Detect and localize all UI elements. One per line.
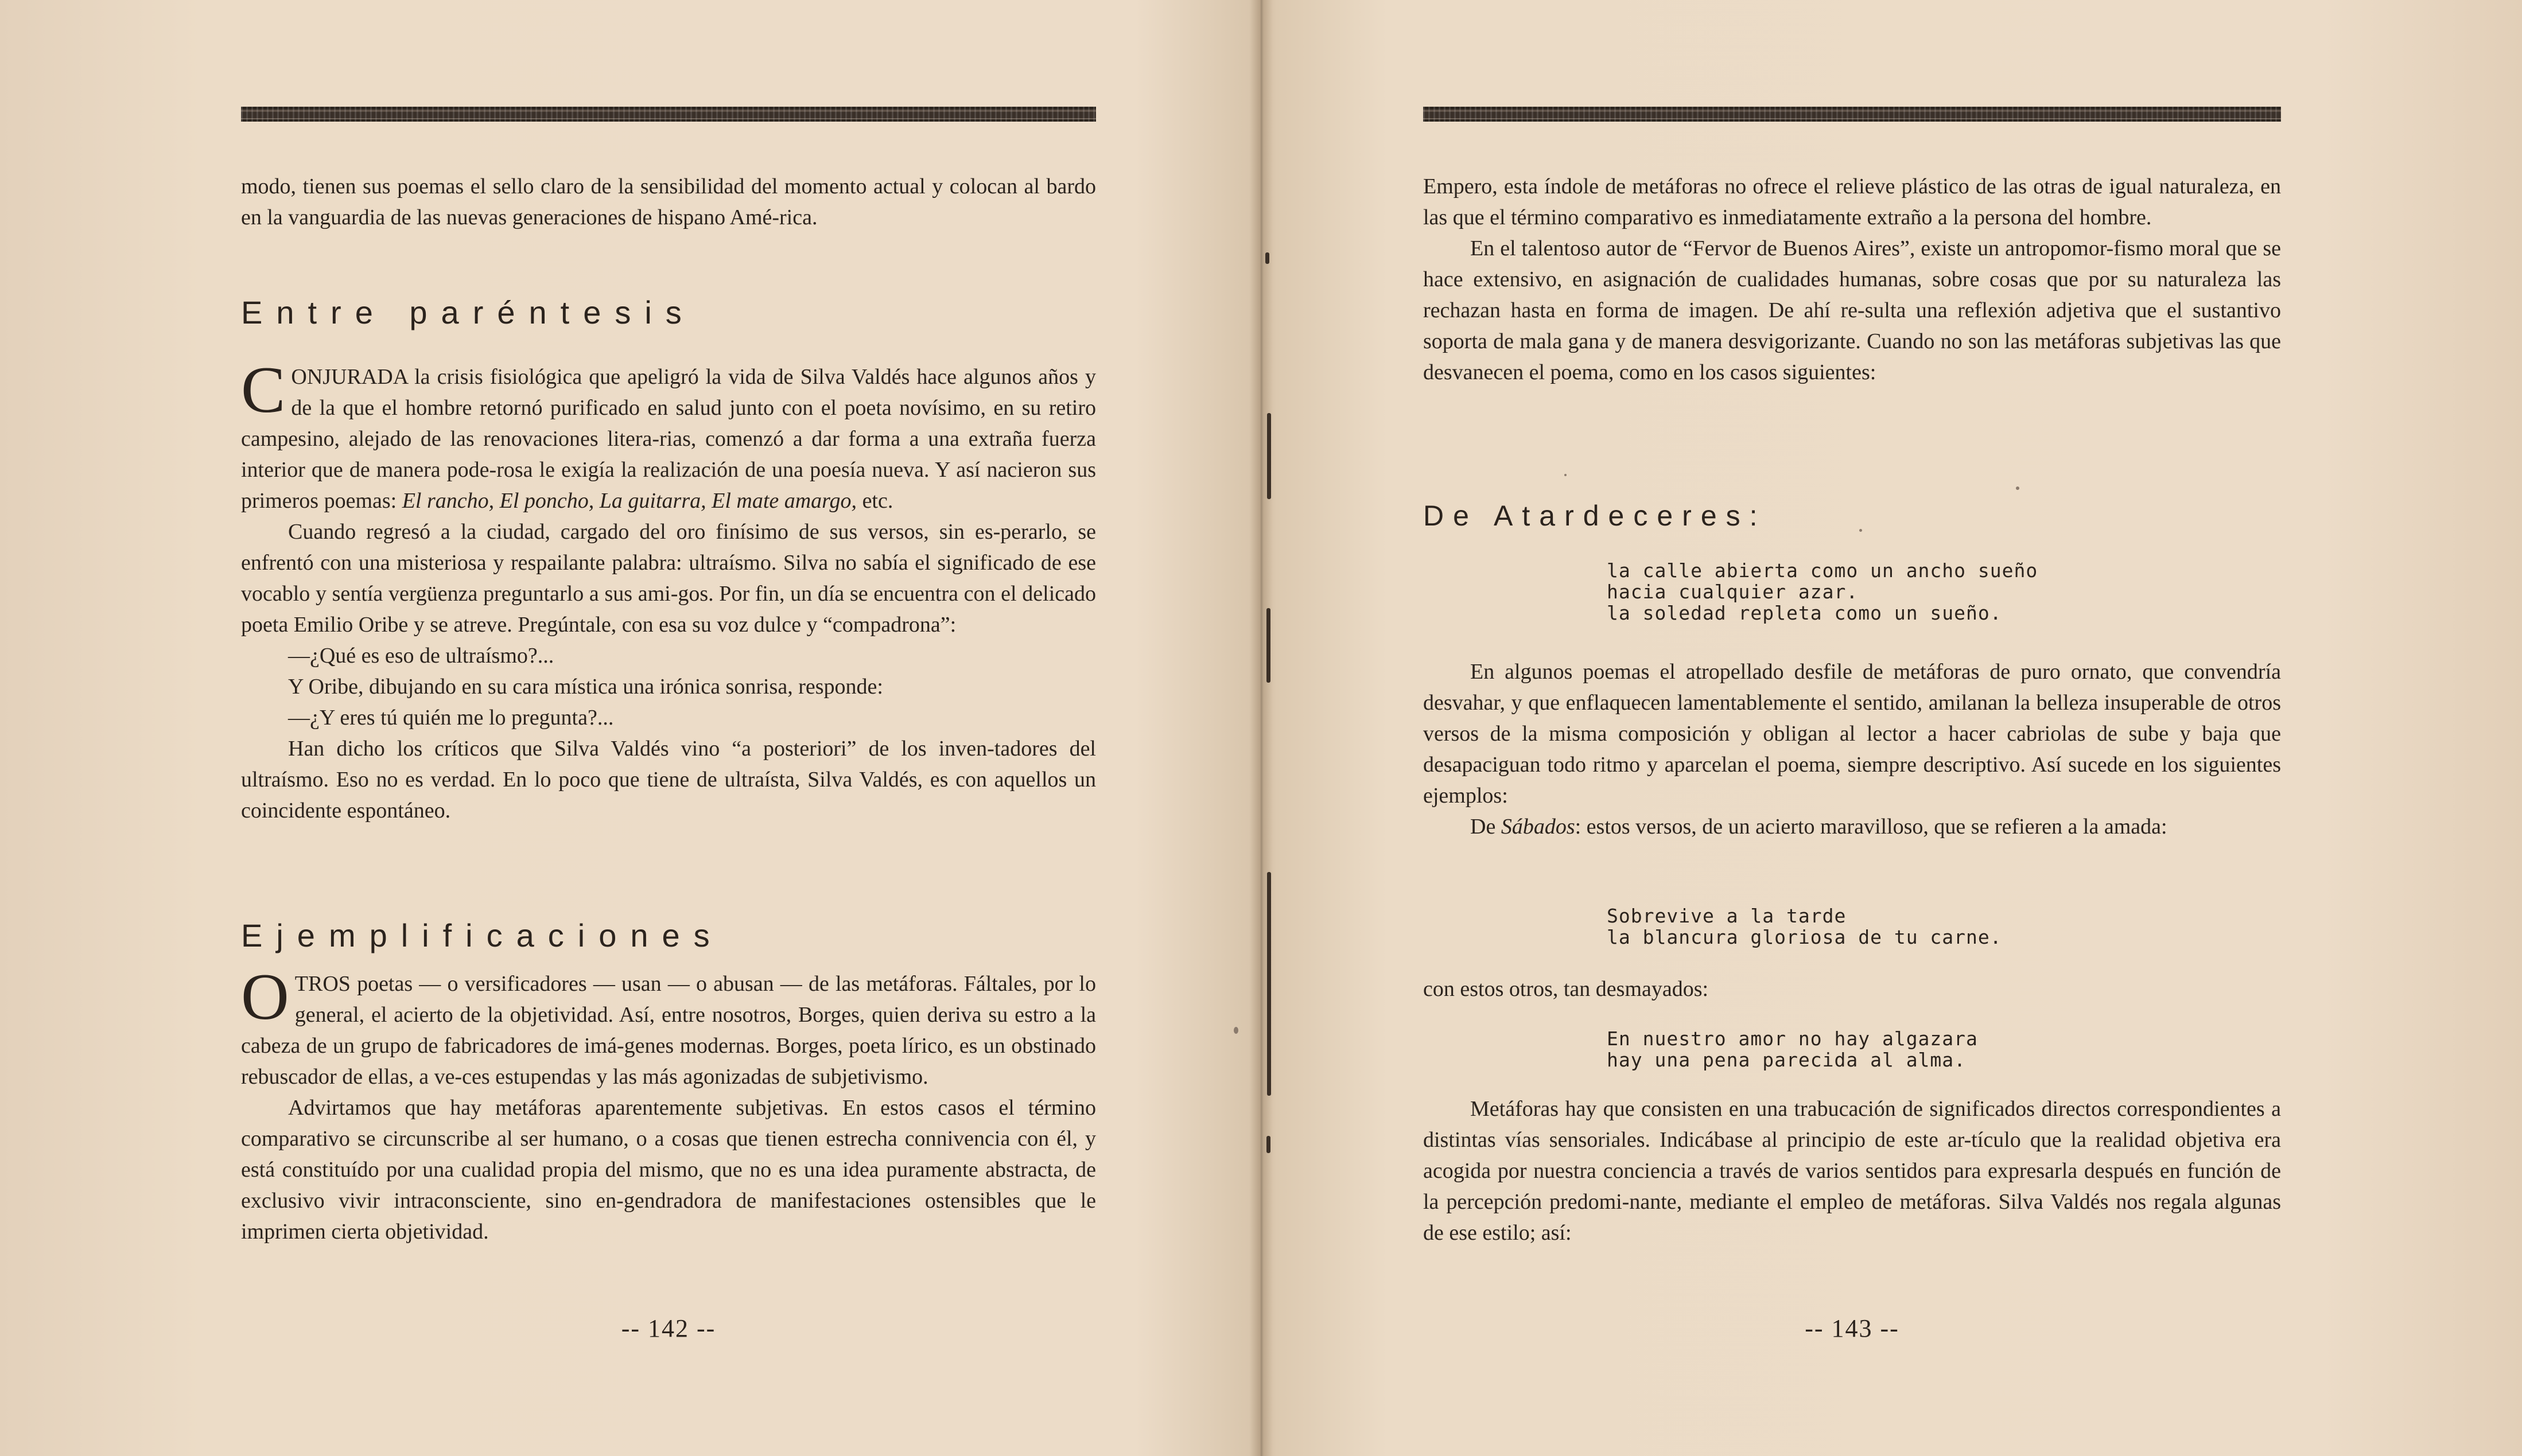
section-body-ejemplificaciones [241, 960, 1096, 1247]
page-number: -- 142 -- [621, 1314, 716, 1342]
paragraph: Empero, esta índole de metáforas no ofrece el relieve plástico de las otras de igual naturaleza, en las que el término comparativo es inmediatamente extraño a la persona del hombre. [1423, 174, 2281, 229]
paragraph-end: etc. [862, 489, 893, 513]
right-page [1423, 0, 2281, 1456]
paragraph: Metáforas hay que consisten en una trabucación de significados directos correspondientes a distintas vías sensoriales. Indicábase al principio de este ar-tículo que la realidad objetiva era acogida por nuestra conciencia a través de varios sentidos para expresarla después en función de la percepción predomi-nante, mediante el empleo de metáforas. Silva Valdés nos regala algunas de ese estilo; así: [1423, 1097, 2281, 1245]
paragraph [1423, 811, 2281, 842]
paragraph [241, 960, 1096, 1092]
left-page [241, 0, 1096, 1456]
header-rule [1423, 107, 2281, 122]
verse-line: En nuestro amor no hay algazara [1607, 1027, 1978, 1050]
header-rule [241, 107, 1096, 122]
section-body-parentesis [241, 353, 1096, 826]
drop-cap: C [241, 353, 286, 427]
poem-titles: El rancho, El poncho, La guitarra, El mate amargo, [402, 489, 857, 513]
opening-paragraphs [1423, 171, 2281, 388]
verse-line: la calle abierta como un ancho sueño [1607, 559, 2038, 582]
gutter-tear-mark [1267, 413, 1271, 499]
section-title-ejemplificaciones: Ejemplificaciones [241, 917, 724, 953]
intro-text: modo, tienen sus poemas el sello claro de la sensibilidad del momento actual y colocan al bardo en la vanguardia de las nuevas generaciones de hispano Amé-rica. [241, 174, 1096, 229]
paragraph [241, 353, 1096, 516]
book-gutter [1250, 0, 1273, 1456]
paper-speck [1564, 474, 1567, 476]
paper-speck [1859, 529, 1862, 532]
paragraph-text: TROS poetas — o versificadores — usan — o abusan — de las metáforas. Fáltales, por lo general, el acierto de la objetividad. Así, entre nosotros, Borges, quien deriva su estro a la cabeza de un grupo de fabricadores de imá-genes modernas. Borges, poeta lírico, es un obstinado rebuscador de ellas, a ve-ces estupendas y las más agonizadas de subjetivismo. [241, 972, 1096, 1089]
verse-line: hacia cualquier azar. [1607, 581, 1859, 603]
dialogue-line: —¿Qué es eso de ultraísmo?... [288, 644, 554, 668]
transition-line [1423, 974, 2281, 1005]
paragraph: Advirtamos que hay metáforas aparentemente subjetivas. En estos casos el término comparativo se circunscribe al ser humano, o a cosas que tienen estrecha connivencia con él, y está constituído por una cualidad propia del mismo, que no es una idea puramente abstracta, de exclusivo vivir intraconsciente, sino en-gendradora de manifestaciones ostensibles que le imprimen cierta objetividad. [241, 1096, 1096, 1244]
middle-paragraphs [1423, 656, 2281, 842]
verse-line: Sobrevive a la tarde [1607, 905, 1847, 927]
verse-block [1607, 560, 2038, 624]
paragraph-start: De [1470, 815, 1496, 839]
paragraph: En algunos poemas el atropellado desfile de metáforas de puro ornato, que convendría desvahar, y que enflaquecen lamentablemente el sentido, amilanan la belleza insuperable de otros versos de la misma composición y obligan al lector a hacer cabriolas de sube y baja que desapaciguan todo ritmo y aparcelan el poema, siempre descriptivo. Así sucede en los siguientes ejemplos: [1423, 660, 2281, 808]
verse-block [1607, 905, 2002, 948]
subtitle-atardeceres: De Atardeceres: [1423, 500, 1767, 532]
verse-line: la soledad repleta como un sueño. [1607, 602, 2002, 624]
paragraph-text: ONJURADA la crisis fisiológica que apeligró la vida de Silva Valdés hace algunos años y de la que el hombre retornó purificado en salud junto con el poeta novísimo, en su retiro campesino, alejado de las renovaciones litera-rias, comenzó a dar forma a una extraña fuerza interior que de manera pode-rosa le exigía la realización de una poesía nueva. Y así nacieron sus primeros poemas: [241, 365, 1096, 513]
verse-block [1607, 1028, 1978, 1070]
paragraph: con estos otros, tan desmayados: [1423, 977, 1709, 1001]
gutter-tear-mark [1267, 872, 1271, 1096]
paragraph: Y Oribe, dibujando en su cara mística una irónica sonrisa, responde: [288, 675, 883, 699]
drop-cap: O [241, 960, 289, 1034]
verse-line: la blancura gloriosa de tu carne. [1607, 926, 2002, 948]
poem-title: Sábados [1501, 815, 1575, 839]
paragraph: Cuando regresó a la ciudad, cargado del oro finísimo de sus versos, sin es-perarlo, se enfrentó con una misteriosa y respailante palabra: ultraísmo. Silva no sabía el significado de ese vocablo y sentía vergüenza preguntarlo a sus ami-gos. Por fin, un día se encuentra con el delicado poeta Emilio Oribe y se atreve. Pregúntale, con esa su voz dulce y “compadrona”: [241, 520, 1096, 637]
closing-paragraph [1423, 1093, 2281, 1248]
paragraph: Han dicho los críticos que Silva Valdés vino “a posteriori” de los inven-tadores del ultraísmo. Eso no es verdad. En lo poco que tiene de ultraísta, Silva Valdés, es con aquellos un coincidente espontáneo. [241, 737, 1096, 823]
intro-paragraph [241, 171, 1096, 233]
gutter-tear-mark [1266, 1136, 1270, 1153]
verse-line: hay una pena parecida al alma. [1607, 1049, 1967, 1071]
gutter-tear-mark [1265, 252, 1269, 264]
paper-speck [1234, 1027, 1238, 1034]
gutter-tear-mark [1266, 608, 1270, 683]
dialogue-line: —¿Y eres tú quién me lo pregunta?... [288, 706, 614, 730]
paragraph: En el talentoso autor de “Fervor de Buenos Aires”, existe un antropomor-fismo moral que se hace extensivo, en asignación de cualidades humanas, sobre cosas que por su naturaleza las rechazan hasta en forma de imagen. De ahí re-sulta una reflexión adjetiva que el sustantivo soporta de mala gana y de manera desvigorizante. Cuando no son las metáforas subjetivas las que desvanecen el poema, como en los casos siguientes: [1423, 236, 2281, 384]
section-title-parentesis: Entre paréntesis [241, 294, 695, 330]
page-number: -- 143 -- [1805, 1314, 1899, 1342]
paper-speck [2016, 486, 2019, 490]
paragraph-end: : estos versos, de un acierto maravilloso, que se refieren a la amada: [1575, 815, 2167, 839]
